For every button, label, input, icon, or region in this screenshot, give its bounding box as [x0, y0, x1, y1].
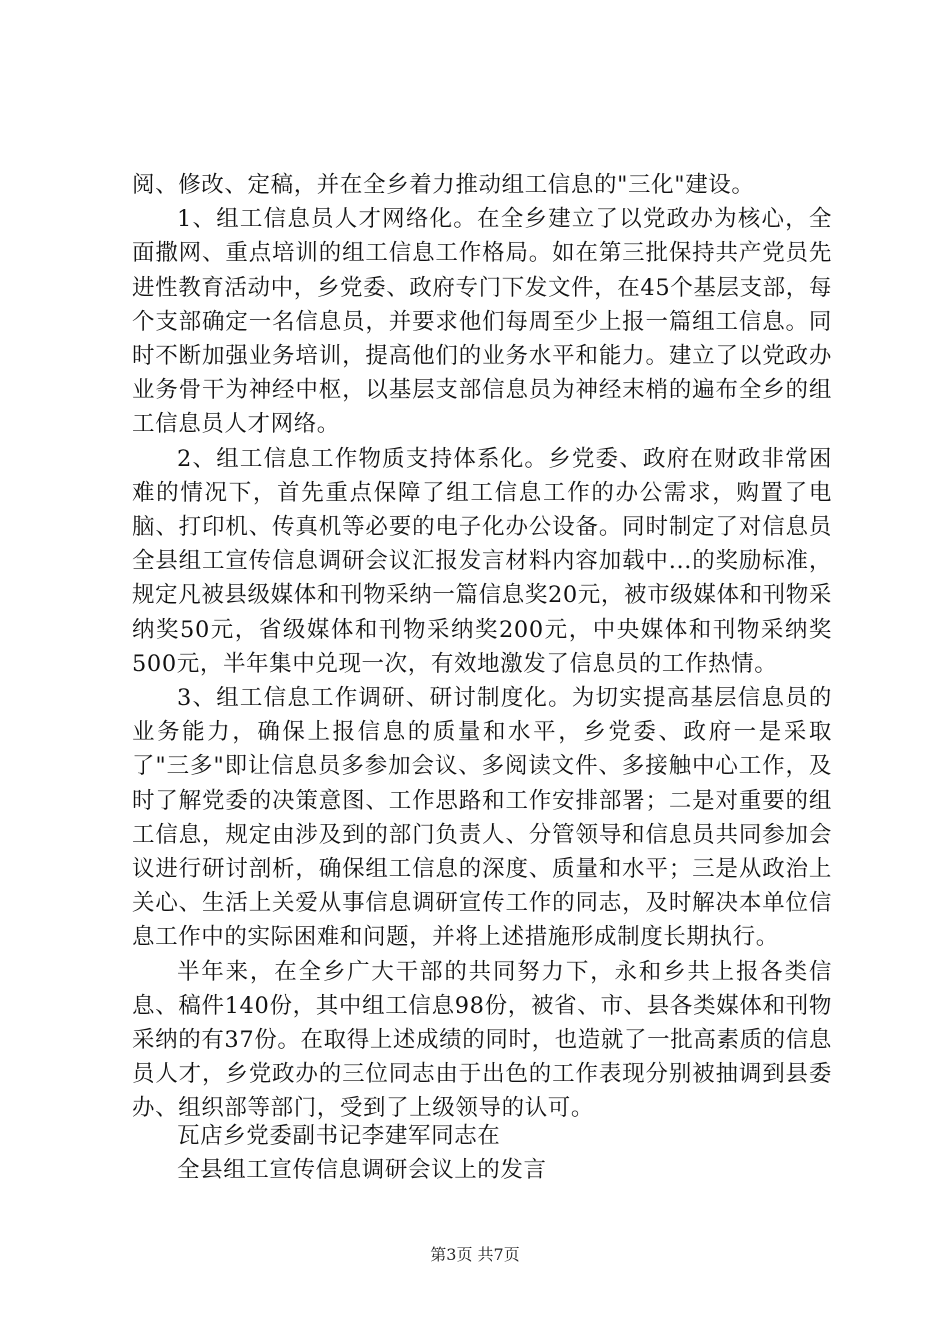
paragraph-material-support: 2、组工信息工作物质支持体系化。乡党委、政府在财政非常困难的情况下，首先重点保障了组工信息工作的办公需求，购置了电脑、打印机、传真机等必要的电子化办公设备。同时制定了对信息员全县组工宣传信息调研会议汇报发言材料内容加载中...的奖励标准，规定凡被县级媒体和刊物采纳一篇信息奖20元，被市级媒体和刊物采纳奖50元，省级媒体和刊物采纳奖200元，中央媒体和刊物采纳奖500元，半年集中兑现一次，有效地激发了信息员的工作热情。 — [132, 445, 832, 677]
paragraph-research-system: 3、组工信息工作调研、研讨制度化。为切实提高基层信息员的业务能力，确保上报信息的质量和水平，乡党委、政府一是采取了"三多"即让信息员多参加会议、多阅读文件、多接触中心工作，及时了解党委的决策意图、工作思路和工作安排部署；二是对重要的组工信息，规定由涉及到的部门负责人、分管领导和信息员共同参加会议进行研讨剖析，确保组工信息的深度、质量和水平；三是从政治上关心、生活上关爱从事信息调研宣传工作的同志，及时解决本单位信息工作中的实际困难和问题，并将上述措施形成制度长期执行。 — [132, 685, 832, 951]
signature-line-speaker: 瓦店乡党委副书记李建军同志在 — [177, 1123, 501, 1149]
paragraph-network: 1、组工信息员人才网络化。在全乡建立了以党政办为核心，全面撒网、重点培训的组工信息工作格局。如在第三批保持共产党员先进性教育活动中，乡党委、政府专门下发文件，在45个基层支部，每个支部确定一名信息员，并要求他们每周至少上报一篇组工信息。同时不断加强业务培训，提高他们的业务水平和能力。建立了以党政办业务骨干为神经中枢，以基层支部信息员为神经末梢的遍布全乡的组工信息员人才网络。 — [132, 206, 832, 438]
page-number: 第3页 共7页 — [430, 1245, 520, 1264]
paragraph-half-year-summary: 半年来，在全乡广大干部的共同努力下，永和乡共上报各类信息、稿件140份，其中组工信息98份，被省、市、县各类媒体和刊物采纳的有37份。在取得上述成绩的同时，也造就了一批高素质的信息员人才，乡党政办的三位同志由于出色的工作表现分别被抽调到县委办、组织部等部门，受到了上级领导的认可。 — [132, 958, 832, 1122]
document-body — [132, 168, 832, 1126]
signature-line-occasion: 全县组工宣传信息调研会议上的发言 — [177, 1157, 547, 1184]
speech-signature — [177, 1119, 547, 1187]
paragraph-continuation: 阅、修改、定稿，并在全乡着力推动组工信息的"三化"建设。 — [132, 172, 755, 198]
page-footer — [0, 1244, 950, 1266]
